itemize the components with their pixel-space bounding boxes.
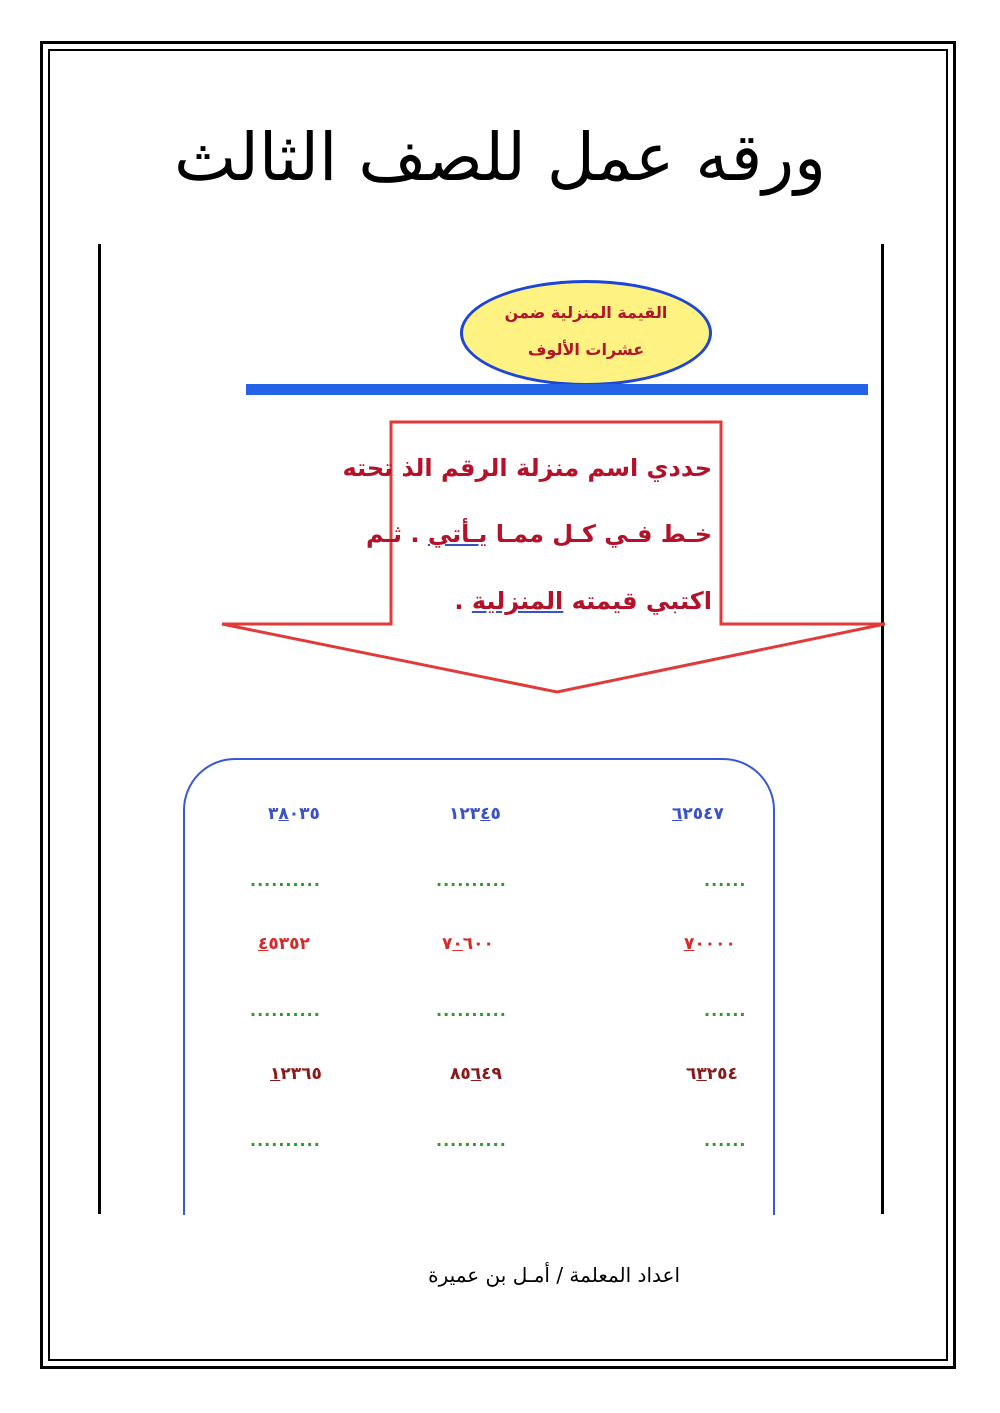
number-row2-right: ٧٠٠٠٠	[684, 934, 736, 954]
instruction-underlined-word: يـأتي	[427, 520, 488, 548]
number-row3-right: ٦٣٢٥٤	[686, 1064, 738, 1084]
number-row2-left: ٤٥٣٥٢	[258, 934, 310, 954]
answer-blank-row3-middle[interactable]: ..........	[436, 1131, 507, 1150]
instruction-line-2	[366, 520, 712, 548]
answer-blank-row2-right[interactable]: ......	[704, 1001, 747, 1020]
answer-blank-row2-left[interactable]: ..........	[250, 1001, 321, 1020]
number-row2-middle: ٧٠٦٠٠	[442, 934, 494, 954]
answer-blank-row1-middle[interactable]: ..........	[436, 871, 507, 890]
teacher-credit: اعداد المعلمة / أمـل بن عميرة	[428, 1263, 680, 1287]
answer-blank-row3-right[interactable]: ......	[704, 1131, 747, 1150]
instruction-line-3	[396, 589, 712, 613]
worksheet-title: ورقه عمل للصف الثالث	[173, 119, 827, 196]
number-row1-left: ٣٨٠٣٥	[268, 804, 320, 824]
answer-blank-row2-middle[interactable]: ..........	[436, 1001, 507, 1020]
number-row1-middle: ١٢٣٤٥	[449, 804, 501, 824]
instruction-line-3-end: .	[454, 587, 472, 615]
instruction-line-2-end: . ثـم	[366, 520, 428, 548]
number-row1-right: ٦٢٥٤٧	[672, 804, 724, 824]
answer-blank-row1-left[interactable]: ..........	[250, 871, 321, 890]
topic-line-1: القيمة المنزلية ضمن	[504, 303, 668, 322]
instruction-line-2-start: خـط فـي كـل ممـا	[487, 520, 712, 548]
number-row3-left: ١٢٣٦٥	[270, 1064, 322, 1084]
instruction-line-1: حددي اسم منزلة الرقم الذ تحته	[342, 454, 712, 482]
topic-line-2: عشرات الألوف	[527, 340, 645, 359]
answer-blank-row3-left[interactable]: ..........	[250, 1131, 321, 1150]
instruction-line-3-start: اكتبي قيمته	[563, 587, 712, 615]
number-row3-middle: ٨٥٦٤٩	[450, 1064, 502, 1084]
answer-blank-row1-right[interactable]: ......	[704, 871, 747, 890]
instruction-underlined-word: المنزلية	[471, 587, 564, 615]
